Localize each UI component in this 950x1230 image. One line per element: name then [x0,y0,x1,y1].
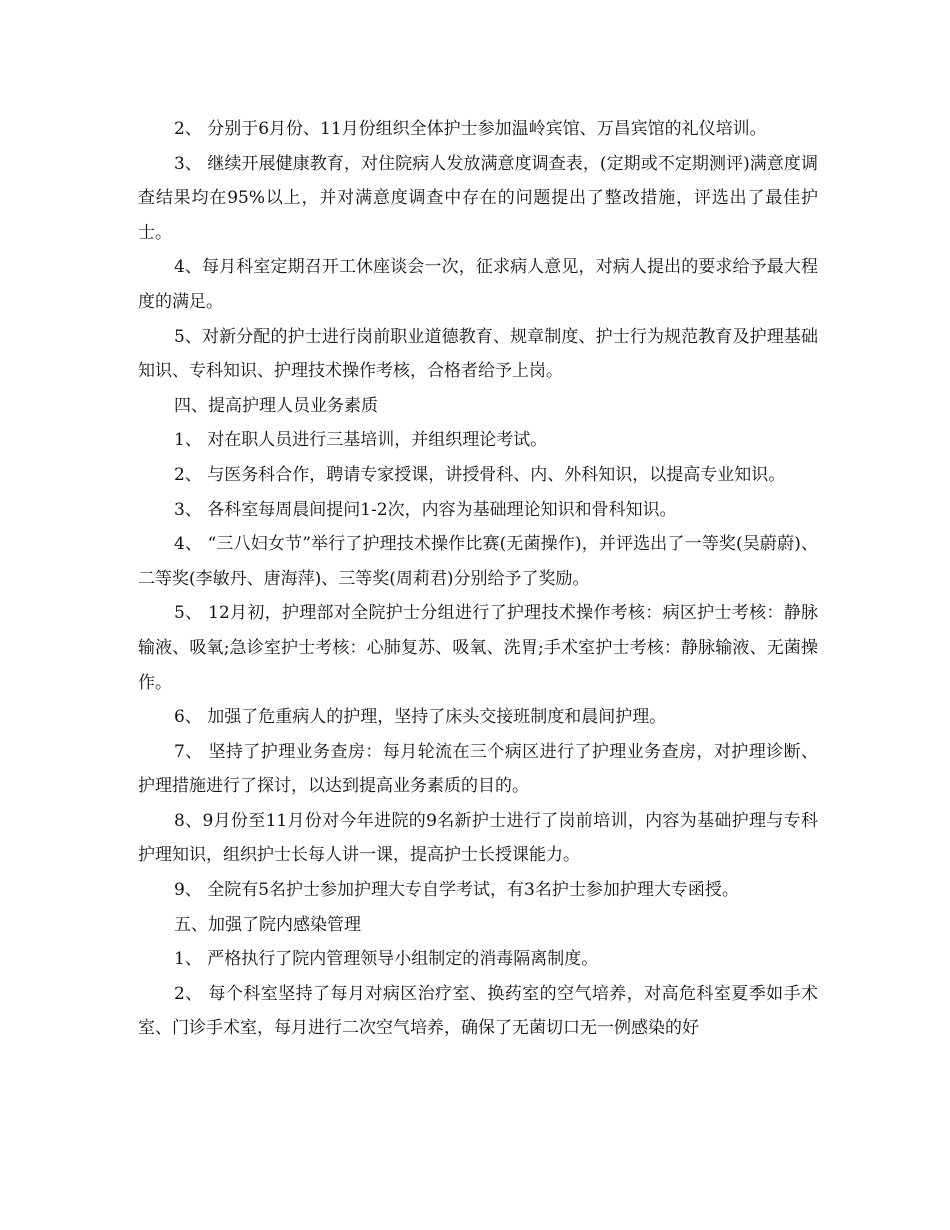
paragraph-three-basics-training: 1、 对在职人员进行三基培训，并组织理论考试。 [174,430,548,451]
paragraph-new-nurse-orientation: 5、对新分配的护士进行岗前职业道德教育、规章制度、护士行为规范教育及护理基础知识、专科知识、护理技术操作考核，合格者给予上岗。 [138,326,818,382]
paragraph-college-exams: 9、 全院有5名护士参加护理大专自学考试，有3名护士参加护理大专函授。 [174,880,739,901]
paragraph-disinfection-policy: 1、 严格执行了院内管理领导小组制定的消毒隔离制度。 [174,949,599,970]
paragraph-air-culture: 2、 每个科室坚持了每月对病区治疗室、换药室的空气培养，对高危科室夏季如手术室、门诊手术室，每月进行二次空气培养，确保了无菌切口无一例感染的好 [138,983,818,1039]
paragraph-skills-competition: 4、 “三八妇女节”举行了护理技术操作比赛(无菌操作)，并评选出了一等奖(吴蔚蔚)、二等奖(李敏丹、唐海萍)、三等奖(周莉君)分别给予了奖励。 [138,534,818,589]
paragraph-expert-lectures: 2、 与医务科合作，聘请专家授课，讲授骨科、内、外科知识，以提高专业知识。 [174,464,786,485]
paragraph-morning-questions: 3、 各科室每周晨间提问1-2次，内容为基础理论知识和骨科知识。 [174,499,677,520]
paragraph-etiquette-training: 2、 分别于6月份、11月份组织全体护士参加温岭宾馆、万昌宾馆的礼仪培训。 [174,119,767,139]
paragraph-health-education: 3、 继续开展健康教育，对住院病人发放满意度调查表，(定期或不定期测评)满意度调查结果均在95%以上，并对满意度调查中存在的问题提出了整改措施，评选出了最佳护士。 [138,153,818,243]
paragraph-skills-assessment: 5、 12月初，护理部对全院护士分组进行了护理技术操作考核：病区护士考核：静脉输液、吸氧;急诊室护士考核：心肺复苏、吸氧、洗胃;手术室护士考核：静脉输液、无菌操作。 [138,603,818,693]
paragraph-patient-meeting: 4、每月科室定期召开工休座谈会一次，征求病人意见，对病人提出的要求给予最大程度的满足。 [138,257,818,312]
paragraph-nursing-rounds: 7、 坚持了护理业务查房：每月轮流在三个病区进行了护理业务查房，对护理诊断、护理措施进行了探讨，以达到提高业务素质的目的。 [138,741,818,797]
paragraph-critical-care: 6、 加强了危重病人的护理，坚持了床头交接班制度和晨间护理。 [174,707,667,728]
document-body [138,112,818,1046]
section-heading-professional-quality: 四、提高护理人员业务素质 [174,395,378,416]
paragraph-pre-job-training: 8、9月份至11月份对今年进院的9名新护士进行了岗前培训，内容为基础护理与专科护理知识，组织护士长每人讲一课，提高护士长授课能力。 [138,810,818,866]
section-heading-infection-control: 五、加强了院内感染管理 [174,914,361,935]
